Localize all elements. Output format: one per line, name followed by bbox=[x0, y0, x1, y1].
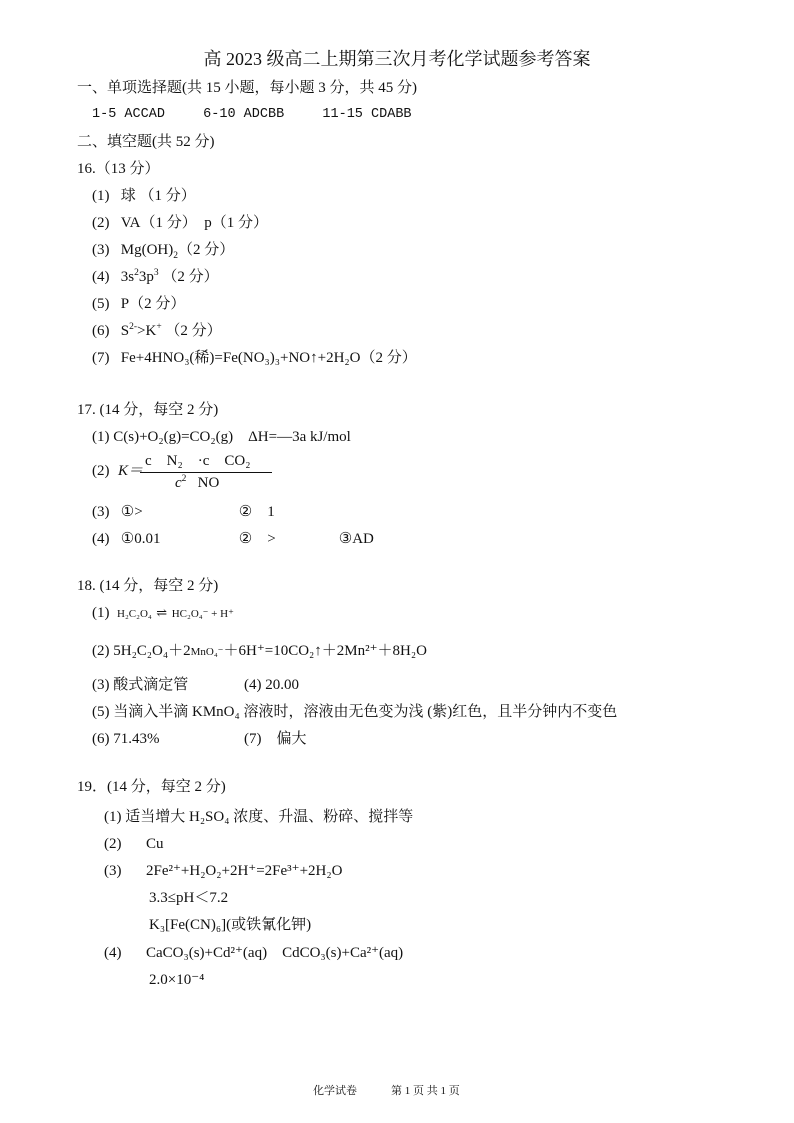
thermo-equation: C(s)+O₂(g)=CO₂(g) bbox=[113, 429, 234, 445]
answer-4: (4) 20.00 bbox=[244, 677, 299, 693]
section-heading-single-choice: 一、单项选择题(共 15 小题，每小题 3 分，共 45 分) bbox=[77, 80, 417, 96]
permanganate: MnO₄⁻ bbox=[190, 646, 224, 658]
q16-item-5 bbox=[92, 295, 185, 313]
q19-part-4-equation bbox=[146, 944, 403, 962]
q19-part-4-k-value: 2.0×10⁻⁴ bbox=[149, 972, 205, 988]
item-number: (3) bbox=[92, 504, 110, 520]
choice-range-2: 6-10 bbox=[203, 107, 236, 122]
item-answer: Fe+4HNO₃(稀)=Fe(NO₃)₃+NO↑+2H₂O（2 分） bbox=[120, 350, 417, 366]
q16-item-7 bbox=[92, 349, 417, 367]
q19-part-3-number: (3) bbox=[104, 863, 122, 879]
q16-item-4 bbox=[92, 268, 219, 286]
answer-a: ①0.01 bbox=[120, 531, 161, 547]
q16-header: 16.（13 分） bbox=[77, 161, 160, 177]
equation-rest: ＋6H⁺=10CO₂↑＋2Mn²⁺＋8H₂O bbox=[223, 643, 427, 659]
answer-c: ③AD bbox=[338, 531, 374, 547]
q19-part-2-number: (2) bbox=[104, 836, 122, 852]
formula: >K bbox=[137, 323, 157, 339]
item-number: (1) bbox=[92, 605, 110, 621]
answer-7: (7) 偏大 bbox=[244, 731, 307, 747]
item-number: (4) bbox=[92, 531, 110, 547]
subscript: 2 bbox=[173, 251, 178, 261]
q18-part-6-7 bbox=[92, 730, 307, 748]
item-answer: VA（1 分） p（1 分） bbox=[120, 215, 268, 231]
item-number: (5) bbox=[92, 296, 110, 312]
section-heading-fill-in: 二、填空题(共 52 分) bbox=[77, 134, 215, 150]
q17-part-2-number: (2) bbox=[92, 463, 110, 479]
q17-k-denominator bbox=[175, 474, 219, 492]
answer-a: ①> bbox=[120, 504, 143, 520]
q16-item-3 bbox=[92, 241, 234, 259]
q17-k-symbol: K＝ bbox=[118, 463, 144, 479]
exponent: 2 bbox=[181, 474, 187, 484]
equation-left: CaCO₃(s)+Cd²⁺(aq) bbox=[146, 945, 268, 961]
item-number: (2) bbox=[92, 215, 110, 231]
formula: 3p bbox=[138, 269, 154, 285]
choice-answers-3: CDABB bbox=[371, 107, 412, 122]
item-number: (3) bbox=[92, 242, 110, 258]
enthalpy: ΔH=—3a kJ/mol bbox=[248, 429, 351, 445]
superscript: 3 bbox=[153, 268, 159, 278]
item-number: (1) bbox=[92, 188, 110, 204]
q19-part-3-reagent: K₃[Fe(CN)₆](或铁氰化钾) bbox=[149, 917, 312, 933]
q19-header: 19．(14 分，每空 2 分) bbox=[77, 779, 226, 795]
superscript: + bbox=[156, 322, 162, 332]
choice-answers-1: ACCAD bbox=[124, 107, 165, 122]
equation-start: (2) 5H₂C₂O₄＋2 bbox=[92, 643, 191, 659]
item-number: (4) bbox=[92, 269, 110, 285]
q19-part-2-answer: Cu bbox=[146, 836, 164, 852]
q18-part-1 bbox=[92, 604, 234, 623]
q16-item-2 bbox=[92, 214, 268, 232]
choice-range-3: 11-15 bbox=[322, 107, 363, 122]
answer-b: ② > bbox=[238, 531, 276, 547]
formula: S bbox=[120, 323, 130, 339]
formula: Mg(OH) bbox=[120, 242, 174, 258]
q19-part-3-ph-range: 3.3≤pH＜7.2 bbox=[149, 890, 229, 906]
item-number: (1) bbox=[92, 429, 110, 445]
item-answer: 适当增大 H₂SO₄ 浓度、升温、粉碎、搅拌等 bbox=[125, 809, 414, 825]
q17-header: 17. (14 分，每空 2 分) bbox=[77, 402, 219, 418]
q19-part-4-number: (4) bbox=[104, 945, 122, 961]
choice-answers-2: ADCBB bbox=[243, 107, 285, 122]
q19-part-1 bbox=[104, 808, 413, 826]
q17-part-4 bbox=[92, 530, 374, 548]
formula: 3s bbox=[120, 269, 135, 285]
equation-right: CdCO₃(s)+Ca²⁺(aq) bbox=[282, 945, 404, 961]
superscript: 2- bbox=[129, 322, 138, 332]
q18-part-3-4 bbox=[92, 676, 299, 694]
score: （2 分） bbox=[158, 269, 219, 285]
q16-item-1 bbox=[92, 187, 196, 205]
item-answer: 球 （1 分） bbox=[120, 188, 196, 204]
ionization-right: HC₂O₄⁻ + H⁺ bbox=[171, 608, 234, 620]
fraction-bar bbox=[140, 472, 272, 473]
q18-header: 18. (14 分，每空 2 分) bbox=[77, 578, 219, 594]
q17-part-1 bbox=[92, 428, 351, 446]
q17-k-numerator: c N₂ ·c CO₂ bbox=[145, 453, 251, 469]
score: （2 分） bbox=[178, 242, 235, 258]
footer-page-number: 第 1 页 共 1 页 bbox=[391, 1085, 460, 1097]
choice-range-1: 1-5 bbox=[92, 107, 117, 122]
answer-3: (3) 酸式滴定管 bbox=[92, 677, 189, 693]
q18-part-2 bbox=[92, 642, 427, 661]
q18-part-5: (5) 当滴入半滴 KMnO₄ 溶液时，溶液由无色变为浅 (紫)红色，且半分钟内不变色 bbox=[92, 704, 618, 720]
footer-subject: 化学试卷 bbox=[313, 1085, 357, 1097]
item-answer: P（2 分） bbox=[120, 296, 186, 312]
answer-6: (6) 71.43% bbox=[92, 731, 160, 747]
item-number: (7) bbox=[92, 350, 110, 366]
score: （2 分） bbox=[161, 323, 222, 339]
q19-part-3-equation: 2Fe²⁺+H₂O₂+2H⁺=2Fe³⁺+2H₂O bbox=[146, 863, 343, 879]
page-title: 高 2023 级高二上期第三次月考化学试题参考答案 bbox=[203, 49, 591, 69]
answer-b: ② 1 bbox=[238, 504, 275, 520]
item-number: (1) bbox=[104, 809, 122, 825]
item-number: (6) bbox=[92, 323, 110, 339]
choice-answers-row bbox=[92, 107, 412, 122]
q17-part-3 bbox=[92, 503, 275, 521]
q16-item-6 bbox=[92, 322, 222, 340]
ionization-left: H₂C₂O₄ bbox=[117, 608, 152, 620]
species: NO bbox=[197, 475, 220, 491]
conc-symbol: c bbox=[175, 475, 182, 491]
equilibrium-arrow-icon: ⇌ bbox=[156, 605, 168, 620]
superscript: 2 bbox=[134, 268, 139, 278]
